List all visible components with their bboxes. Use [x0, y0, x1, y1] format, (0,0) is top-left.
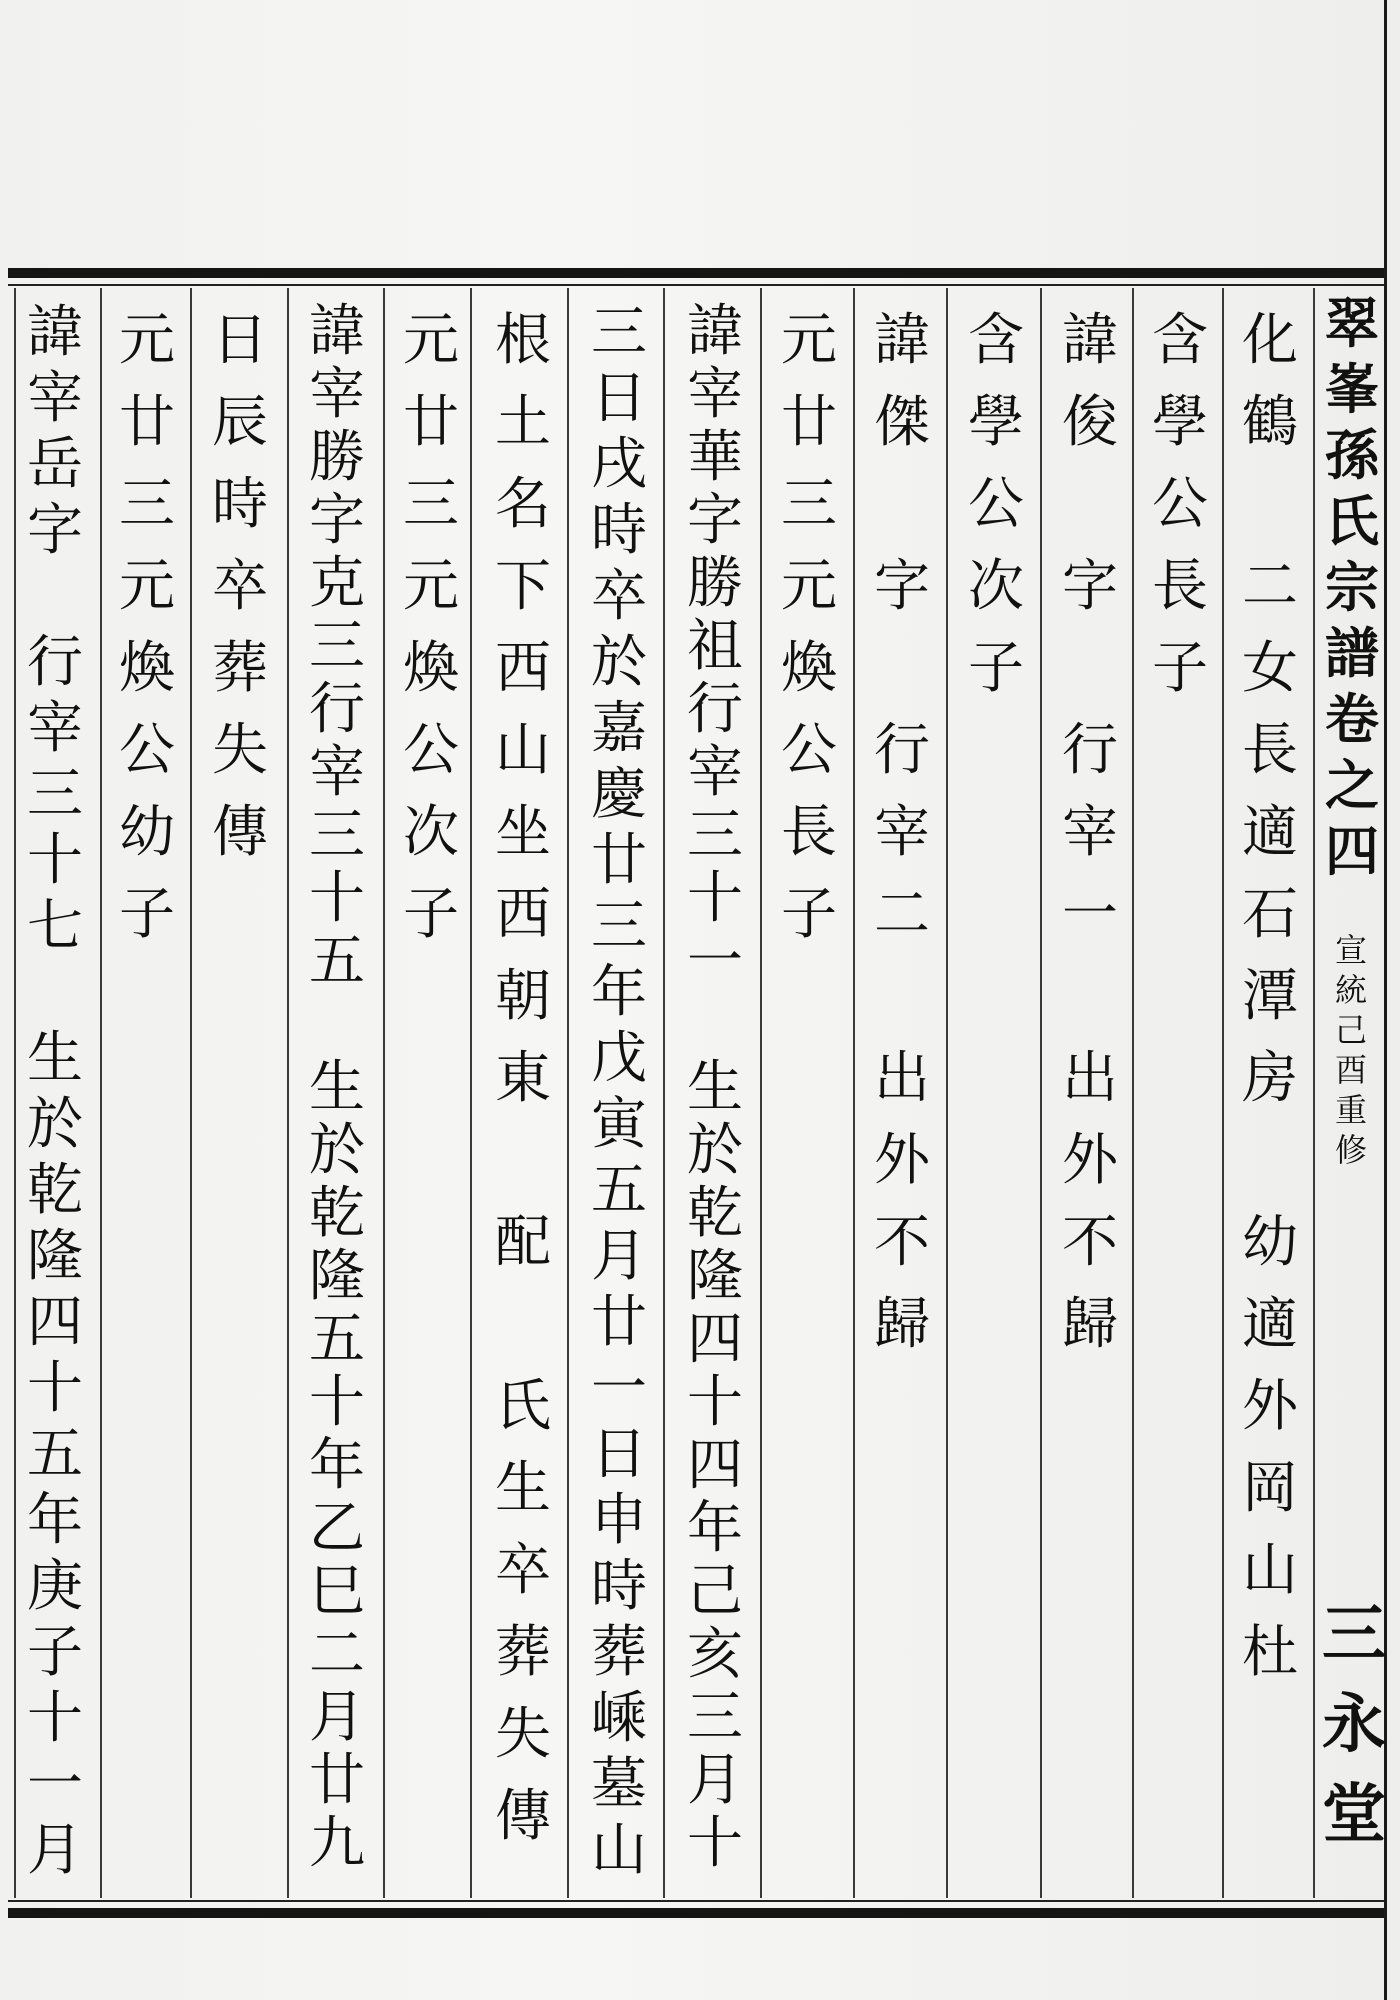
glyph: 公: [781, 718, 837, 783]
glyph: 元: [781, 308, 837, 373]
glyph: 於: [687, 1118, 743, 1183]
glyph: 乾: [309, 1181, 365, 1246]
glyph: 公: [1152, 472, 1208, 537]
glyph: 字: [687, 488, 743, 553]
glyph: 十: [27, 828, 83, 893]
column-rule: [1313, 288, 1315, 1898]
glyph: 俊: [1062, 390, 1118, 455]
glyph: 乾: [27, 1158, 83, 1223]
glyph: 不: [1062, 1210, 1118, 1275]
glyph: 三: [1322, 1597, 1386, 1672]
glyph: 諱: [687, 299, 743, 364]
glyph: 宰: [309, 362, 365, 427]
glyph: 坐: [495, 800, 551, 865]
glyph: 失: [212, 718, 268, 783]
glyph: [893, 628, 911, 710]
glyph: 生: [309, 1055, 365, 1120]
glyph: 乾: [687, 1181, 743, 1246]
glyph: 於: [27, 1092, 83, 1157]
column-rule: [470, 288, 472, 1898]
glyph: 次: [403, 800, 459, 865]
glyph: 隆: [687, 1244, 743, 1309]
column-rule: [567, 288, 569, 1898]
glyph: 月: [309, 1685, 365, 1750]
column-rule: [14, 288, 16, 1898]
frame-inner-top-rule: [8, 284, 1384, 286]
glyph: 十: [309, 1370, 365, 1435]
glyph: 勝: [309, 425, 365, 490]
glyph: 三: [687, 803, 743, 868]
glyph: 乙: [309, 1496, 365, 1561]
glyph: 廿: [119, 390, 175, 455]
glyph: 子: [1152, 636, 1208, 701]
glyph: 下: [495, 554, 551, 619]
glyph: 廿: [591, 828, 647, 893]
glyph: 十: [687, 1370, 743, 1435]
glyph: 永: [1322, 1687, 1386, 1762]
glyph: 辰: [212, 390, 268, 455]
glyph: 日: [591, 1422, 647, 1487]
text-column: [776, 300, 842, 956]
glyph: 墓: [591, 1752, 647, 1817]
glyph: 山: [1242, 1538, 1298, 1603]
text-column: [586, 300, 652, 1884]
glyph: 年: [27, 1488, 83, 1553]
glyph: 山: [495, 718, 551, 783]
glyph: 行: [874, 718, 930, 783]
glyph: 土: [495, 390, 551, 455]
glyph: 行: [687, 677, 743, 742]
glyph: 二: [874, 882, 930, 947]
glyph: 杜: [1242, 1620, 1298, 1685]
glyph: 一: [1062, 882, 1118, 947]
glyph: 長: [781, 800, 837, 865]
glyph: 隆: [27, 1224, 83, 1289]
glyph: 寅: [591, 1092, 647, 1157]
column-rule: [190, 288, 192, 1898]
glyph: 二: [1242, 554, 1298, 619]
glyph: 月: [27, 1818, 83, 1883]
glyph: 勝: [687, 551, 743, 616]
glyph: [1261, 1120, 1279, 1202]
glyph: 廿: [781, 390, 837, 455]
glyph: 字: [874, 554, 930, 619]
glyph: 十: [687, 866, 743, 931]
glyph: 三: [591, 894, 647, 959]
glyph: 卒: [495, 1538, 551, 1603]
glyph: 宰: [687, 740, 743, 805]
glyph: 生: [495, 1456, 551, 1521]
glyph: 失: [495, 1702, 551, 1767]
glyph: 四: [687, 1307, 743, 1372]
glyph: [328, 993, 346, 1056]
glyph: 三: [119, 472, 175, 537]
glyph: 嘉: [591, 696, 647, 761]
glyph: 慶: [591, 762, 647, 827]
glyph: 氏: [1325, 489, 1379, 553]
glyph: 五: [309, 929, 365, 994]
glyph: 東: [495, 1046, 551, 1111]
glyph: 煥: [781, 636, 837, 701]
glyph: 子: [968, 636, 1024, 701]
frame-inner-bottom-rule: [8, 1900, 1384, 1902]
glyph: 子: [781, 882, 837, 947]
glyph: 諱: [874, 308, 930, 373]
glyph: 十: [687, 1811, 743, 1876]
glyph: 五: [27, 1422, 83, 1487]
glyph: 宰: [874, 800, 930, 865]
book-margin: [1318, 290, 1386, 1898]
glyph: 四: [1325, 819, 1379, 883]
glyph: 諱: [27, 300, 83, 365]
glyph: 二: [309, 1622, 365, 1687]
glyph: 房: [1242, 1046, 1298, 1111]
text-column: [1057, 300, 1123, 1366]
glyph: 於: [309, 1118, 365, 1183]
glyph: 行: [309, 677, 365, 742]
text-column: [207, 300, 273, 874]
text-column: [963, 300, 1029, 710]
column-rule: [663, 288, 665, 1898]
edition-note: [1328, 930, 1374, 1170]
glyph: 傑: [874, 390, 930, 455]
glyph: 巳: [309, 1559, 365, 1624]
glyph: 九: [309, 1811, 365, 1876]
column-rule: [287, 288, 289, 1898]
glyph: 庚: [27, 1554, 83, 1619]
glyph: [706, 993, 724, 1056]
glyph: 根: [495, 308, 551, 373]
glyph: [46, 960, 64, 1026]
text-column: [869, 300, 935, 1366]
glyph: 適: [1242, 1292, 1298, 1357]
glyph: 山: [591, 1818, 647, 1883]
glyph: 傳: [212, 800, 268, 865]
glyph: 諱: [1062, 308, 1118, 373]
text-column: [114, 300, 180, 956]
glyph: 字: [309, 488, 365, 553]
glyph: 傳: [495, 1784, 551, 1849]
glyph: 之: [1325, 753, 1379, 817]
glyph: 學: [968, 390, 1024, 455]
glyph: 名: [495, 472, 551, 537]
column-rule: [100, 288, 102, 1898]
column-rule: [760, 288, 762, 1898]
glyph: 西: [495, 636, 551, 701]
glyph: 統: [1334, 971, 1367, 1009]
glyph: 卒: [212, 554, 268, 619]
glyph: 峯: [1325, 357, 1379, 421]
glyph: 幼: [1242, 1210, 1298, 1275]
glyph: 葬: [591, 1620, 647, 1685]
glyph: 朝: [495, 964, 551, 1029]
glyph: 女: [1242, 636, 1298, 701]
glyph: 修: [1334, 1131, 1367, 1169]
glyph: 三: [309, 803, 365, 868]
glyph: 潭: [1242, 964, 1298, 1029]
glyph: 嵊: [591, 1686, 647, 1751]
glyph: 孫: [1325, 423, 1379, 487]
glyph: 申: [591, 1488, 647, 1553]
glyph: [46, 564, 64, 630]
glyph: 三: [309, 614, 365, 679]
glyph: 堂: [1322, 1777, 1386, 1852]
glyph: [893, 956, 911, 1038]
glyph: 歸: [874, 1292, 930, 1357]
glyph: 譜: [1325, 621, 1379, 685]
glyph: 日: [591, 366, 647, 431]
glyph: 年: [591, 960, 647, 1025]
glyph: 出: [1062, 1046, 1118, 1111]
glyph: 公: [119, 718, 175, 783]
glyph: 長: [1242, 718, 1298, 783]
glyph: 配: [495, 1210, 551, 1275]
glyph: 宰: [1062, 800, 1118, 865]
glyph: 外: [1242, 1374, 1298, 1439]
glyph: 廿: [309, 1748, 365, 1813]
glyph: [893, 464, 911, 546]
glyph: 行: [1062, 718, 1118, 783]
glyph: 一: [27, 1752, 83, 1817]
glyph: 出: [874, 1046, 930, 1111]
glyph: 廿: [403, 390, 459, 455]
glyph: 三: [687, 1685, 743, 1750]
column-rule: [853, 288, 855, 1898]
glyph: 含: [968, 308, 1024, 373]
text-column: [1147, 300, 1213, 710]
glyph: 煥: [403, 636, 459, 701]
glyph: 生: [27, 1026, 83, 1091]
glyph: 華: [687, 425, 743, 490]
glyph: 宰: [687, 362, 743, 427]
glyph: 克: [309, 551, 365, 616]
text-column: [22, 300, 88, 1884]
glyph: 時: [591, 498, 647, 563]
glyph: 己: [1334, 1011, 1367, 1049]
glyph: 宗: [1325, 555, 1379, 619]
glyph: 三: [27, 762, 83, 827]
glyph: 宰: [27, 696, 83, 761]
glyph: 長: [1152, 554, 1208, 619]
glyph: 時: [591, 1554, 647, 1619]
glyph: 年: [309, 1433, 365, 1498]
glyph: 三: [591, 300, 647, 365]
column-rule: [946, 288, 948, 1898]
glyph: 戊: [591, 1026, 647, 1091]
glyph: 三: [403, 472, 459, 537]
glyph: 行: [27, 630, 83, 695]
glyph: 鶴: [1242, 390, 1298, 455]
glyph: 外: [874, 1128, 930, 1193]
glyph: 酉: [1334, 1051, 1367, 1089]
glyph: 隆: [309, 1244, 365, 1309]
glyph: [514, 1120, 532, 1202]
glyph: 外: [1062, 1128, 1118, 1193]
glyph: 翠: [1325, 291, 1379, 355]
glyph: 卷: [1325, 687, 1379, 751]
glyph: [1261, 464, 1279, 546]
glyph: 歸: [1062, 1292, 1118, 1357]
glyph: 字: [1062, 554, 1118, 619]
glyph: 於: [591, 630, 647, 695]
glyph: 宰: [27, 366, 83, 431]
glyph: [1081, 464, 1099, 546]
glyph: 月: [687, 1748, 743, 1813]
text-column: [490, 300, 556, 1858]
glyph: 岳: [27, 432, 83, 497]
glyph: 石: [1242, 882, 1298, 947]
glyph: 戌: [591, 432, 647, 497]
glyph: 幼: [119, 800, 175, 865]
glyph: 元: [403, 308, 459, 373]
glyph: 十: [27, 1356, 83, 1421]
text-column: [398, 300, 464, 956]
glyph: 年: [687, 1496, 743, 1561]
text-column: [1237, 300, 1303, 1694]
glyph: 一: [687, 929, 743, 994]
column-rule: [383, 288, 385, 1898]
glyph: 岡: [1242, 1456, 1298, 1521]
glyph: 學: [1152, 390, 1208, 455]
glyph: 適: [1242, 800, 1298, 865]
glyph: 不: [874, 1210, 930, 1275]
glyph: 葬: [495, 1620, 551, 1685]
column-rule: [1222, 288, 1224, 1898]
glyph: 卒: [591, 564, 647, 629]
glyph: 廿: [591, 1290, 647, 1355]
glyph: 重: [1334, 1091, 1367, 1129]
glyph: 五: [309, 1307, 365, 1372]
glyph: 亥: [687, 1622, 743, 1687]
column-rule: [1132, 288, 1134, 1898]
column-rule: [1040, 288, 1042, 1898]
glyph: 五: [591, 1158, 647, 1223]
glyph: 公: [403, 718, 459, 783]
glyph: 己: [687, 1559, 743, 1624]
glyph: 氏: [495, 1374, 551, 1439]
glyph: 元: [781, 554, 837, 619]
glyph: 葬: [212, 636, 268, 701]
glyph: 一: [591, 1356, 647, 1421]
glyph: 元: [119, 308, 175, 373]
glyph: 字: [27, 498, 83, 563]
glyph: 煥: [119, 636, 175, 701]
glyph: 化: [1242, 308, 1298, 373]
glyph: 次: [968, 554, 1024, 619]
glyph: 祖: [687, 614, 743, 679]
text-column: [304, 300, 370, 1875]
glyph: 宰: [309, 740, 365, 805]
glyph: 七: [27, 894, 83, 959]
glyph: 十: [27, 1686, 83, 1751]
glyph: 元: [403, 554, 459, 619]
glyph: [514, 1284, 532, 1366]
glyph: 時: [212, 472, 268, 537]
glyph: 宣: [1334, 931, 1367, 969]
glyph: 西: [495, 882, 551, 947]
glyph: 公: [968, 472, 1024, 537]
glyph: [1081, 956, 1099, 1038]
glyph: 子: [403, 882, 459, 947]
glyph: 元: [119, 554, 175, 619]
glyph: [1081, 628, 1099, 710]
glyph: 諱: [309, 299, 365, 364]
glyph: 子: [27, 1620, 83, 1685]
glyph: 十: [309, 866, 365, 931]
hall-name: [1322, 1590, 1386, 1860]
glyph: 四: [687, 1433, 743, 1498]
glyph: 四: [27, 1290, 83, 1355]
glyph: 含: [1152, 308, 1208, 373]
text-column: [682, 300, 748, 1875]
glyph: 子: [119, 882, 175, 947]
glyph: 生: [687, 1055, 743, 1120]
glyph: 三: [781, 472, 837, 537]
glyph: 月: [591, 1224, 647, 1289]
genealogy-title: [1324, 290, 1380, 884]
glyph: 日: [212, 308, 268, 373]
